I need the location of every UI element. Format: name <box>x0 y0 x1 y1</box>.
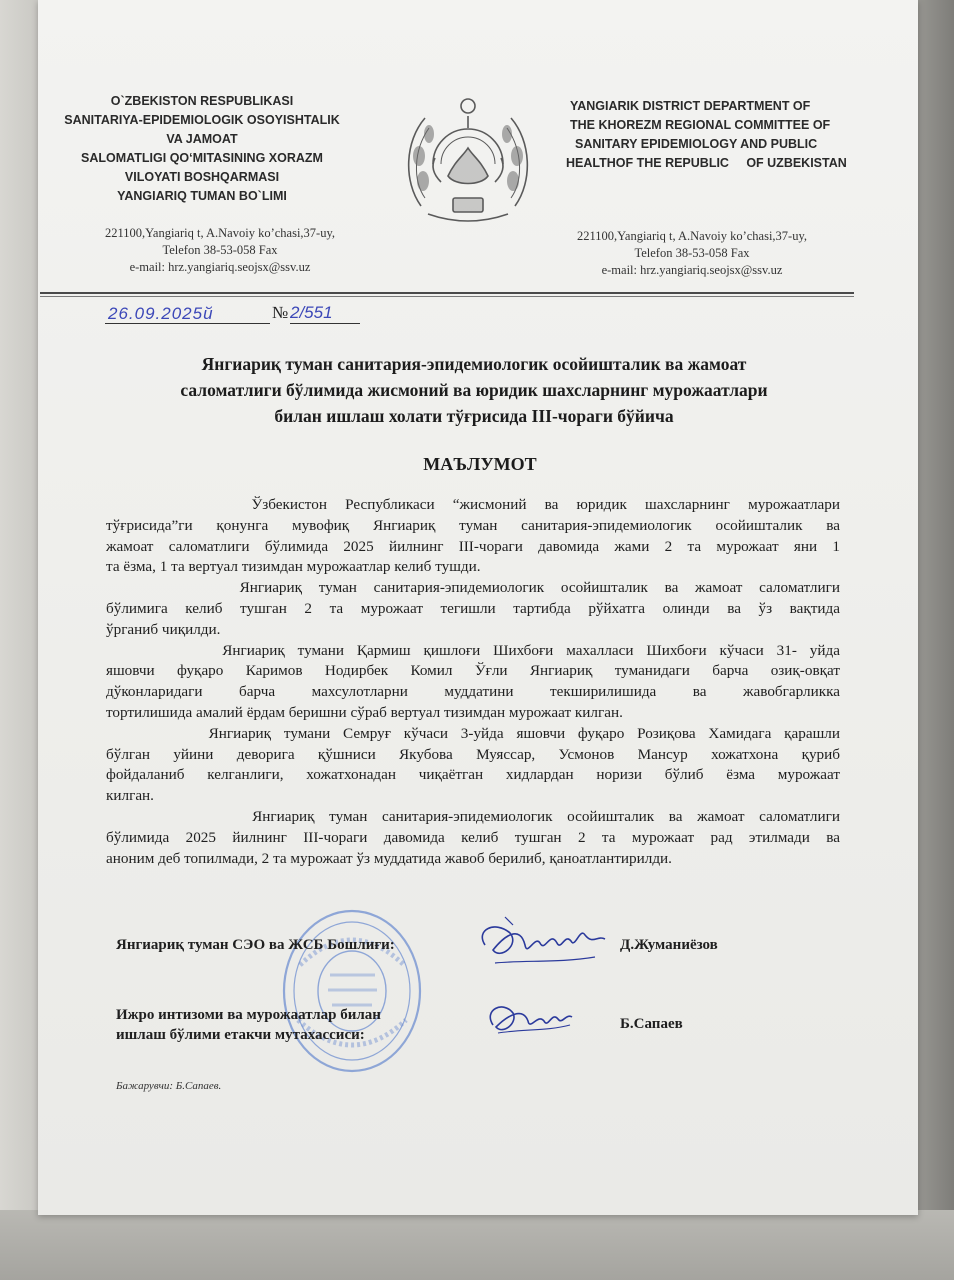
number-underline <box>290 323 360 324</box>
header-left-line: YANGIARIQ TUMAN BO`LIMI <box>117 189 287 203</box>
signature-1-icon <box>465 905 615 980</box>
second-signatory-title-line: ишлаш бўлими етакчи мутахассиси: <box>116 1027 365 1043</box>
header-left-line: O`ZBEKISTON RESPUBLIKASI <box>110 94 294 108</box>
address-line: e-mail: hrz.yangiariq.seojsx@ssv.uz <box>129 260 311 274</box>
header-left-line: SANITARIYA-EPIDEMIOLOGIK OSOYISHTALIK <box>64 113 340 127</box>
header-right-line: THE KHOREZM REGIONAL COMMITTEE OF <box>570 118 831 132</box>
header-right-line: YANGIARIK DISTRICT DEPARTMENT OF <box>570 99 811 113</box>
second-signatory-title-line: Ижро интизоми ва мурожаатлар билан <box>116 1007 381 1023</box>
document-body <box>106 495 840 869</box>
body-line: Янгиариқ туман санитария-эпидемиологик осойишталик ва жамоат саломатлиги <box>106 579 840 597</box>
body-line: тўғрисида”ги қонунга мувофиқ Янгиариқ туман санитария-эпидемиологик осойишталик ва <box>106 516 840 534</box>
paragraph <box>106 724 840 807</box>
paragraph <box>106 578 840 640</box>
document-title <box>100 351 848 429</box>
body-line: бўлимида 2025 йилнинг III-чораги давомида келиб тушган 2 та мурожаат рад этилмади ва <box>106 828 840 846</box>
title-line: билан ишлаш холати тўғрисида III-чораги бўйича <box>274 406 674 426</box>
body-line: жамоат саломатлиги бўлимида 2025 йилнинг III-чораги давомида жами 2 та мурожаат яни 1 <box>106 537 840 555</box>
body-line: Янгиариқ тумани Қармиш қишлоғи Шихбоғи махалласи Шихбоғи кўчаси 31- уйда <box>106 641 840 659</box>
body-line: бўлимига келиб тушган 2 та мурожаат тегишли тартибда рўйхатга олинди ва ўз вақтида <box>106 599 840 617</box>
header-right-line: HEALTHOF THE REPUBLIC OF UZBEKISTAN <box>566 156 847 170</box>
number-sign: № <box>272 303 289 322</box>
paragraph <box>106 807 840 869</box>
header-right-line: SANITARY EPIDEMIOLOGY AND PUBLIC <box>575 137 818 151</box>
body-line: килган. <box>106 787 154 805</box>
registration-date: 26.09.2025й <box>108 304 214 323</box>
date-underline <box>105 323 270 324</box>
body-line: дўконларидаги барча махсулотларни муддатини текширилишида ва жавобгарликка <box>106 683 840 701</box>
address-line: 221100,Yangiariq t, A.Navoiy ko’chasi,37-uy, <box>576 229 808 243</box>
header-left-line: VILOYATI BOSHQARMASI <box>124 170 280 184</box>
body-line: тортилишида амалий ёрдам беришни сўраб вертуал тизимдан мурожаат килган. <box>106 703 623 721</box>
round-stamp-icon <box>280 905 430 1075</box>
address-line: 221100,Yangiariq t, A.Navoiy ko’chasi,37-uy, <box>104 226 336 240</box>
paragraph <box>106 641 840 724</box>
executor-note: Бажарувчи: Б.Сапаев. <box>116 1080 222 1092</box>
header-left <box>52 92 352 206</box>
body-line: ўрганиб чиқилди. <box>106 620 221 638</box>
header-divider-thin <box>40 296 854 297</box>
body-line: яшовчи фуқаро Каримов Нодирбек Комил Ўғли Янгиариқ туманидаги барча озиқ-овқат <box>106 662 840 680</box>
body-line: Ўзбекистон Республикаси “жисмоний ва юридик шахсларнинг мурожаатлари <box>106 496 840 513</box>
signature-2-icon <box>478 995 578 1045</box>
body-line: бўлган уйини деворига қўшниси Якубова Муяссар, Усмонов Мансур хожатхона қуриб <box>106 745 840 763</box>
title-line: саломатлиги бўлимида жисмоний ва юридик шахсларнинг мурожаатлари <box>180 380 768 400</box>
state-emblem-icon <box>393 86 543 236</box>
document-heading: МАЪЛУМОТ <box>423 454 537 474</box>
body-line: аноним деб топилмади, 2 та мурожаат ўз муддатида жавоб берилиб, қаноатлантирилди. <box>106 849 672 867</box>
first-signatory-title: Янгиариқ туман СЭО ва ЖСБ Бошлиғи: <box>116 937 395 953</box>
second-signatory-name: Б.Сапаев <box>620 1016 683 1032</box>
address-line: Telefon 38-53-058 Fax <box>634 246 750 260</box>
background-bottom <box>0 1210 954 1280</box>
address-right <box>532 228 852 279</box>
first-signatory-name: Д.Жуманиёзов <box>620 937 718 953</box>
header-divider <box>40 292 854 294</box>
address-left <box>60 225 380 276</box>
body-line: та ёзма, 1 та вертуал тизимдан мурожаатлар келиб тушди. <box>106 558 481 576</box>
registration-number: 2/551 <box>290 303 333 322</box>
address-line: Telefon 38-53-058 Fax <box>162 243 278 257</box>
background-left <box>0 0 40 1280</box>
body-line: Янгиариқ тумани Семруғ кўчаси 3-уйда яшовчи фуқаро Розиқова Хамидага қарашли <box>106 724 840 742</box>
second-signatory-title <box>116 1005 381 1045</box>
body-line: фойдаланиб келганлиги, хожатхонадан чиқаётган хидлардан норизи бўлиб ёзма мурожаат <box>106 766 840 784</box>
address-line: e-mail: hrz.yangiariq.seojsx@ssv.uz <box>601 263 783 277</box>
paragraph <box>106 495 840 578</box>
header-right <box>530 97 850 173</box>
header-left-line: SALOMATLIGI QO‘MITASINING XORAZM <box>81 151 323 165</box>
title-line: Янгиариқ туман санитария-эпидемиологик осойишталик ва жамоат <box>201 354 747 374</box>
background-right <box>914 0 954 1280</box>
header-left-line: VA JAMOAT <box>166 132 238 146</box>
body-line: Янгиариқ туман санитария-эпидемиологик осойишталик ва жамоат саломатлиги <box>106 807 840 825</box>
